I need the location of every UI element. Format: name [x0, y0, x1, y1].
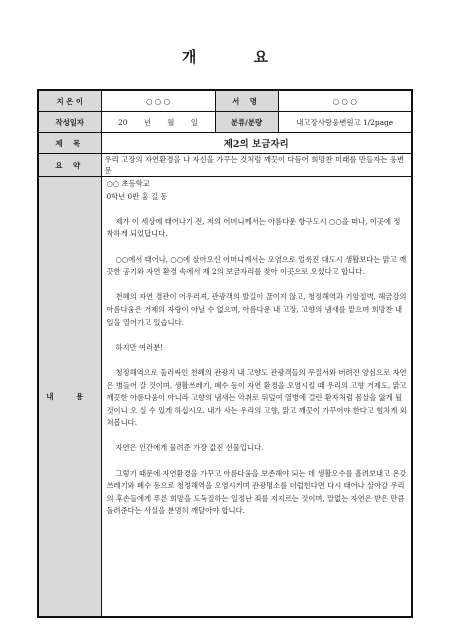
document-title: 개 요 [181, 48, 295, 66]
author-row [38, 90, 412, 112]
author-label: 지 은 이 [38, 90, 101, 112]
paragraph: 청정해역으로 둘러싸인 천혜의 관광지 내 고향도 관광객들의 무질서와 버려진 양심으로 자연은 병들어 갈 것이며, 생활쓰레기, 폐수 등이 자연 환경을 오염시킬 때 우리의 고향 거제도, 맑고 깨끗한 아름다움이 아니라 고향의 냄새는 악취로 뒤덮여 열병에 걸린 환자처럼 몸살을 앓게 될 것이니 오 실 수 있게 하십시오. 내가 사는 우리의 고향, 맑고 깨끗이 가꾸어야 한다고 힘차게 외쳐봅니다. [106, 367, 407, 428]
paragraph: 천혜의 자연 경관이 어우러져, 관광객의 발길이 끊이지 않고, 청정해역과 기암절벽, 해금강의 아름다움은 거제의 자랑이 아닐 수 없으며, 아름다운 내 고장, 고향의 냄새를 맡으며 희망찬 내일을 열어가고 있습니다. [106, 292, 407, 327]
summary-row [38, 154, 412, 177]
summary-label: 요 약 [38, 154, 101, 177]
overview-form [37, 89, 413, 618]
subject-row [38, 133, 412, 154]
summary-value: 우리 고장의 자연환경을 나 자신을 가꾸는 것처럼 깨끗이 다듬어 희망찬 미래를 만들자는 웅변문 [101, 154, 412, 177]
paragraph: 하지만 여러분! [115, 342, 164, 352]
category-value: 내고장사랑웅변원고 1/2page [278, 112, 412, 133]
subject-label: 제 목 [38, 133, 101, 154]
signature-value: ○ ○ ○ [278, 90, 412, 112]
date-label: 작성일자 [38, 112, 101, 133]
paragraph: 그렇기 때문에 자연환경을 가꾸고 아름다움을 보존해야 되는 데 생활오수를 흘려보내고 온갖 쓰레기와 폐수 등으로 청정해역을 오염시키며 관광명소를 더럽힌다면 다시 태어나 살아갈 우리의 후손들에게 푸른 희망을 도둑질하는 일정난 죄를 저지르는 것이며, 말없는 자연은 받은 만큼 돌려준다는 사실을 분명히 깨달아야 합니다. [106, 468, 407, 516]
student-line: 0학년 0반 홍 길 동 [106, 191, 168, 201]
subject-value: 제2의 보금자리 [101, 133, 412, 154]
category-label: 분류/분량 [215, 112, 278, 133]
paragraph: ○○에서 태어나, ○○에 살아오신 어머니께서는 오염으로 얼룩진 대도시 생활보다는 맑고 깨끗한 공기와 자연 환경 속에서 제 2의 보금자리를 찾아 이곳으로 오셨다고 합니다. [106, 254, 407, 277]
school-line: ○○ 초등학교 [106, 179, 150, 188]
date-row [38, 112, 412, 133]
author-value: ○ ○ ○ [101, 90, 215, 112]
date-value: 20 년 월 일 [101, 112, 215, 133]
paragraph: 제가 이 세상에 태어나기 전, 저의 어머니께서는 아름다운 항구도시 ○○을 떠나, 이곳에 정착하게 되었답니다. [106, 216, 401, 239]
signature-label: 서 명 [215, 90, 278, 112]
paragraph: 자연은 인간에게 물려준 가장 값진 선물입니다. [115, 443, 264, 453]
body-content [101, 177, 412, 618]
body-row [38, 177, 412, 618]
body-label: 내 용 [38, 177, 101, 618]
